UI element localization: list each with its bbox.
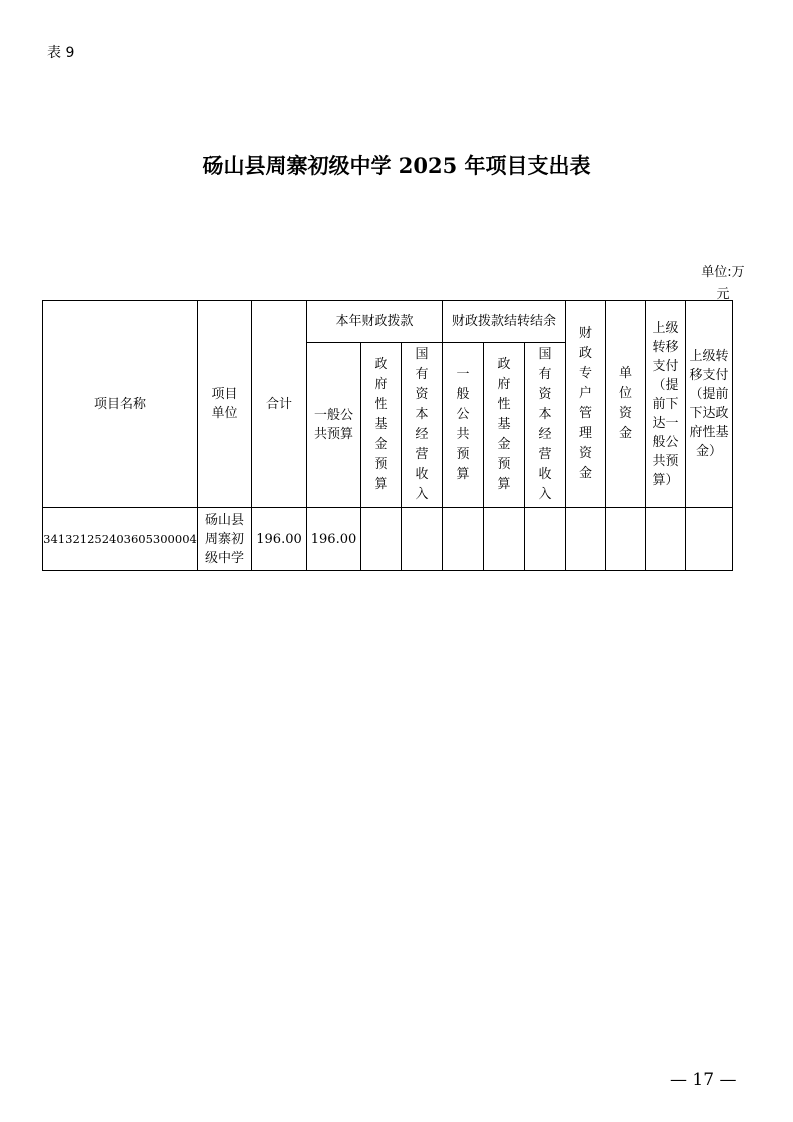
cell-project-name: 341321252403605300004 xyxy=(43,508,198,571)
header-row-1 xyxy=(43,301,793,343)
header-transfer-gov-fund: 上级转移支付（提前下达政府性基金） xyxy=(686,301,733,508)
header-transfer-general: 上级转移支付（提前下达一般公共预算） xyxy=(646,301,686,508)
header-current-year-group: 本年财政拨款 xyxy=(307,301,443,343)
header-carry-gov-fund-budget: 政府性基金预算 xyxy=(484,343,525,508)
cell-state-capital-budget xyxy=(402,508,443,571)
page-title: 砀山县周寨初级中学 2025 年项目支出表 xyxy=(202,153,591,178)
cell-carry-gov-fund-budget xyxy=(484,508,525,571)
header-carry-state-capital-budget: 国有资本经营收入 xyxy=(525,343,566,508)
cell-carry-general-budget xyxy=(443,508,484,571)
cell-transfer-general xyxy=(646,508,686,571)
header-total: 合计 xyxy=(252,301,307,508)
cell-special-account xyxy=(566,508,606,571)
header-unit-funds: 单位资金 xyxy=(606,301,646,508)
cell-gov-fund-budget xyxy=(361,508,402,571)
table-label: 表 9 xyxy=(47,45,75,61)
header-general-budget: 一般公共预算 xyxy=(307,343,361,508)
header-gov-fund-budget: 政府性基金预算 xyxy=(361,343,402,508)
cell-carry-state-capital-budget xyxy=(525,508,566,571)
cell-unit-funds xyxy=(606,508,646,571)
header-carryover-group: 财政拨款结转结余 xyxy=(443,301,566,343)
header-state-capital-budget: 国有资本经营收入 xyxy=(402,343,443,508)
table-row xyxy=(43,508,793,571)
cell-total: 196.00 xyxy=(252,508,307,571)
expenditure-table xyxy=(42,300,793,571)
header-carry-general-budget: 一般公共预算 xyxy=(443,343,484,508)
page-number: — 17 — xyxy=(670,1070,737,1090)
header-project-unit: 项目单位 xyxy=(198,301,252,508)
unit-label: 单位:万元 xyxy=(701,265,745,302)
cell-general-budget: 196.00 xyxy=(307,508,361,571)
header-special-account: 财政专户管理资金 xyxy=(566,301,606,508)
cell-project-unit: 砀山县周寨初级中学 xyxy=(198,508,252,571)
cell-transfer-gov-fund xyxy=(686,508,733,571)
header-project-name: 项目名称 xyxy=(43,301,198,508)
